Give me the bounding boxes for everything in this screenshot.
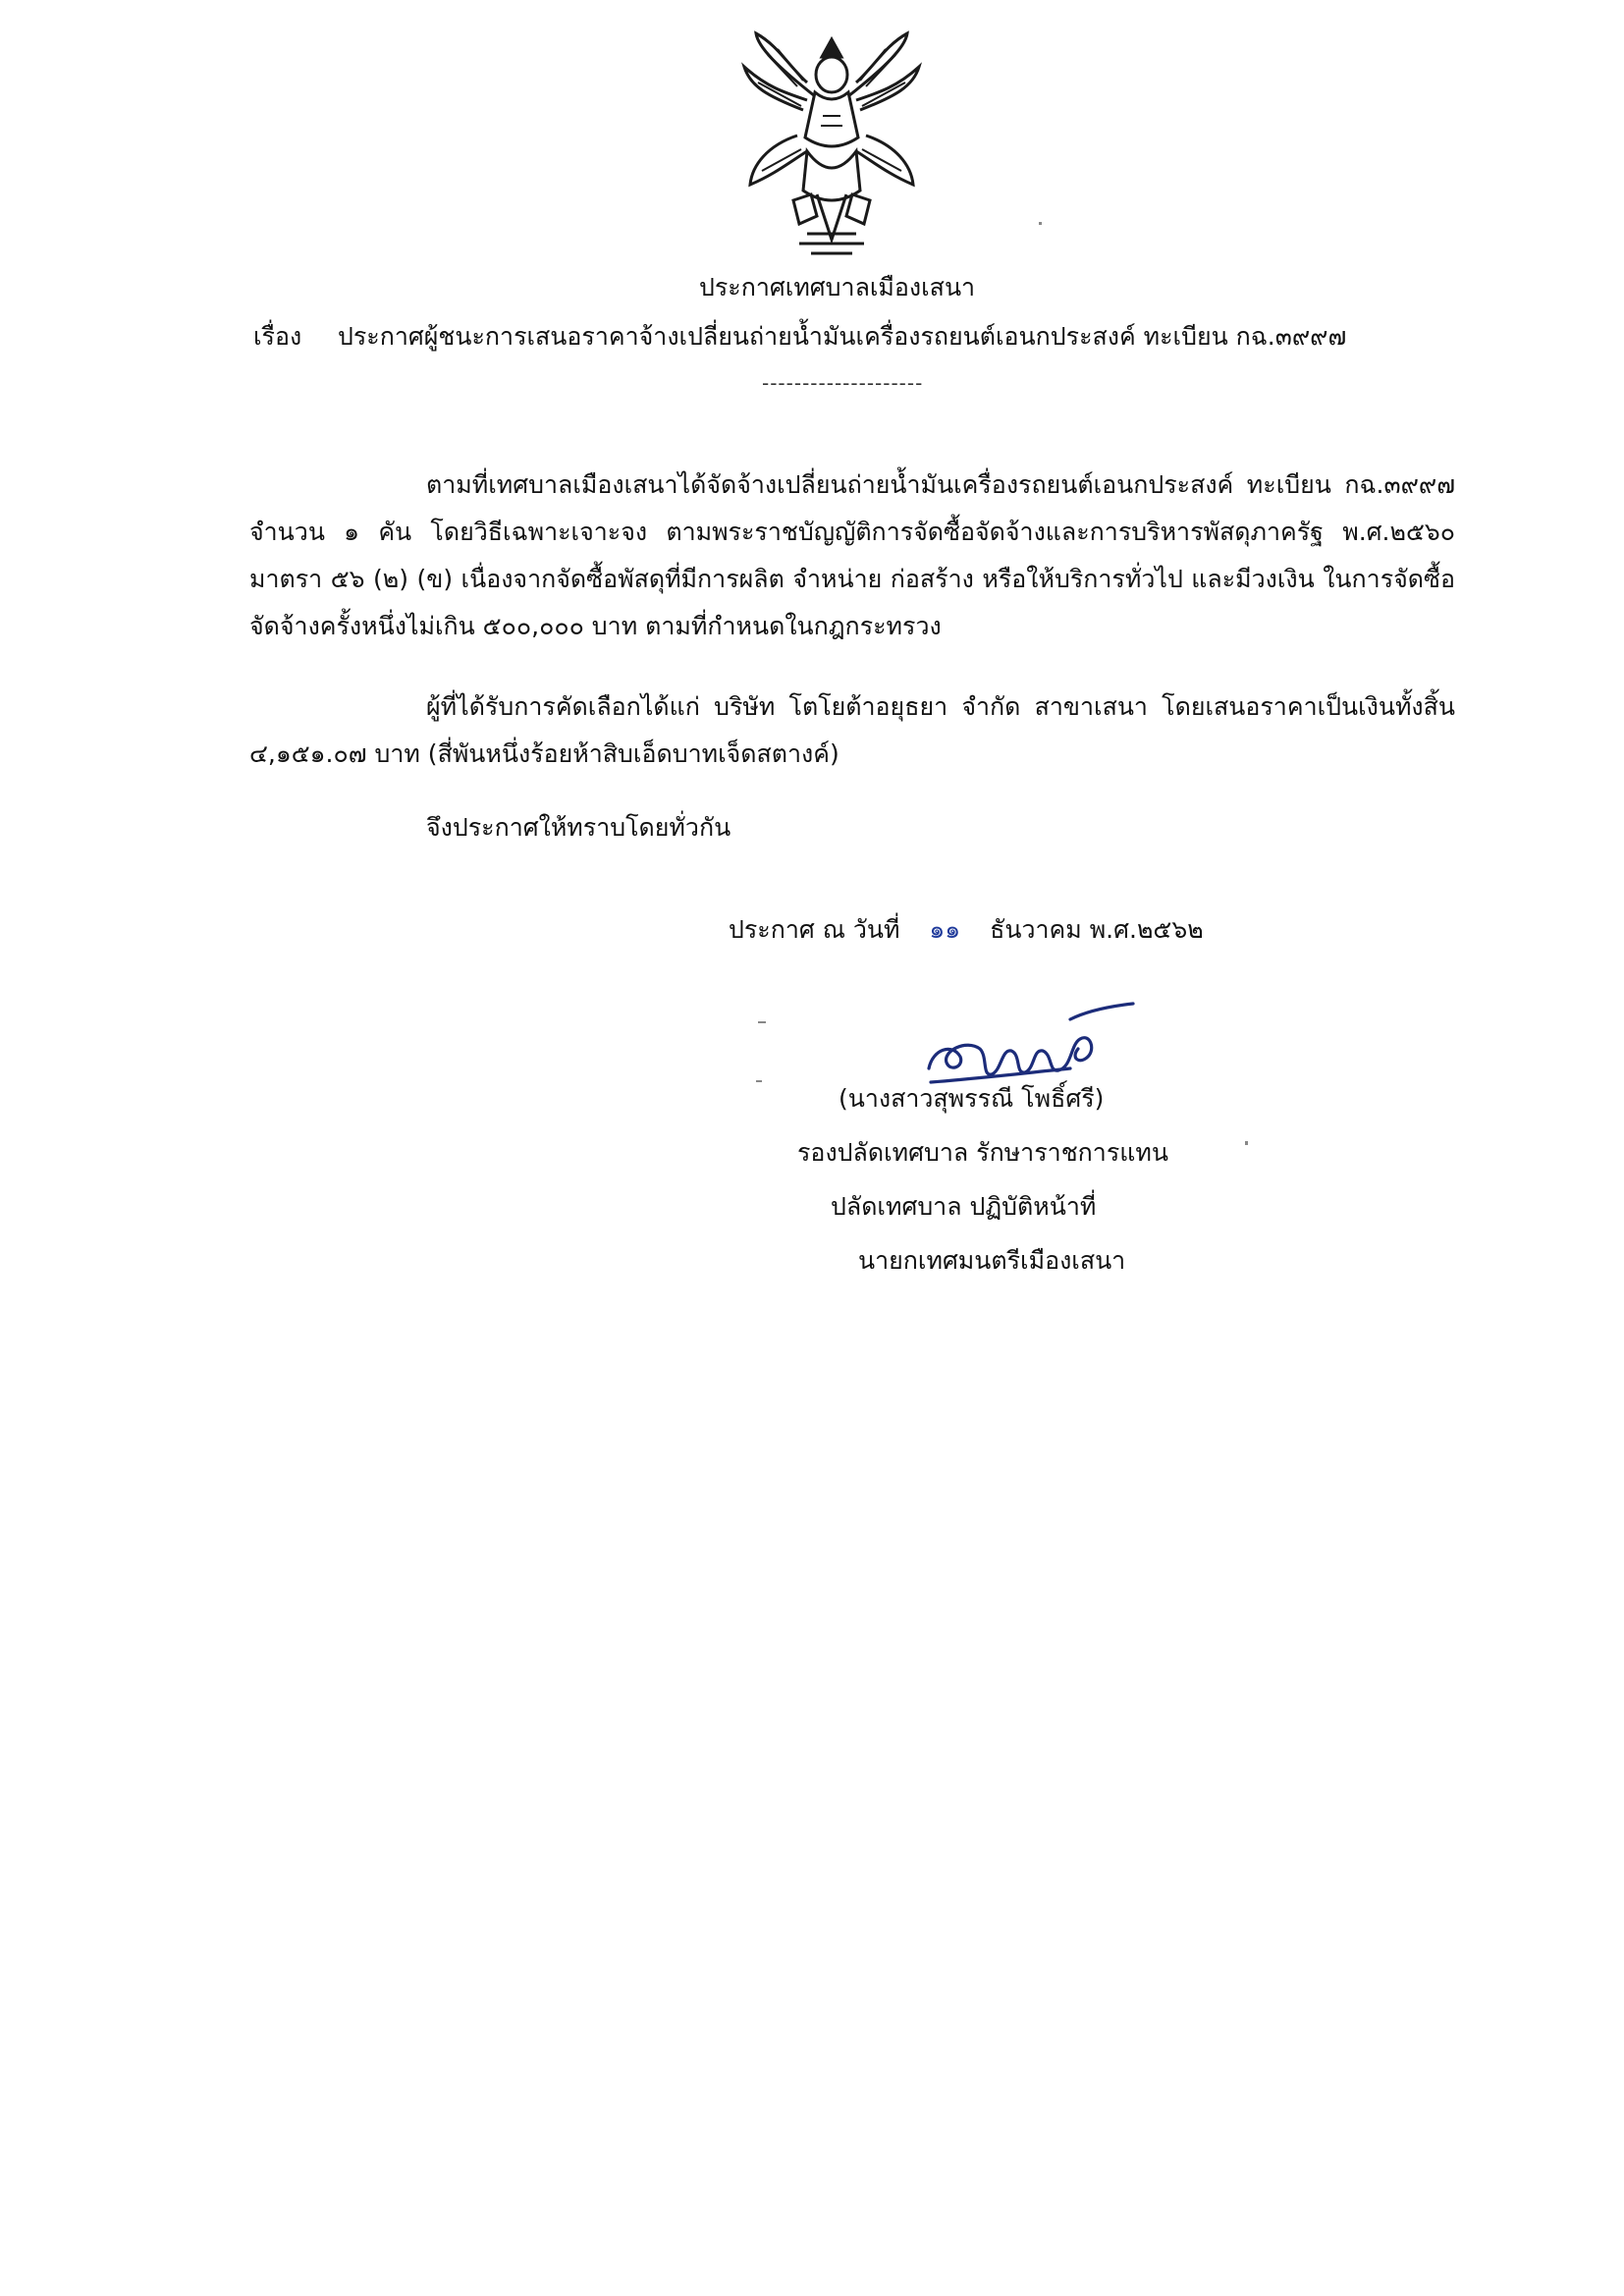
signatory-name: (นางสาวสุพรรณี โพธิ์ศรี) <box>839 1084 1105 1113</box>
paragraph-procurement: ตามที่เทศบาลเมืองเสนาได้จัดจ้างเปลี่ยนถ่ายน้ำมันเครื่องรถยนต์เอนกประสงค์ ทะเบียน กฉ.๓๙๙๗ จำนวน ๑ คัน โดยวิธีเฉพาะเจาะจง ตามพระราชบัญญัติการจัดซื้อจัดจ้างและการบริหารพัสดุภาครัฐ พ.ศ.๒๕๖๐ มาตรา ๕๖ (๒) (ข) เนื่องจากจัดซื้อพัสดุที่มีการผลิต จำหน่าย ก่อสร้าง หรือให้บริการทั่วไป และมีวงเงิน ในการจัดซื้อจัดจ้างครั้งหนึ่งไม่เกิน ๕๐๐,๐๐๐ บาท ตามที่กำหนดในกฎกระทรวง <box>249 470 1455 640</box>
scan-speck <box>1039 222 1042 225</box>
date-month-year: ธันวาคม พ.ศ.๒๕๖๒ <box>990 915 1204 944</box>
paragraph-winner: ผู้ที่ได้รับการคัดเลือกได้แก่ บริษัท โตโยต้าอยุธยา จำกัด สาขาเสนา โดยเสนอราคาเป็นเงินทั้งสิ้น ๔,๑๕๑.๐๗ บาท (สี่พันหนึ่งร้อยห้าสิบเอ็ดบาทเจ็ดสตางค์) <box>249 692 1455 768</box>
date-day: ๑๑ <box>929 915 961 944</box>
subject-line <box>253 320 1471 355</box>
scan-speck <box>756 1080 762 1082</box>
subject-text: ประกาศผู้ชนะการเสนอราคาจ้างเปลี่ยนถ่ายน้ำมันเครื่องรถยนต์เอนกประสงค์ ทะเบียน กฉ.๓๙๙๗ <box>338 322 1347 351</box>
scan-speck <box>758 1021 766 1023</box>
date-line <box>729 913 1204 947</box>
issuer-heading: ประกาศเทศบาลเมืองเสนา <box>699 273 976 301</box>
signatory-position-2: ปลัดเทศบาล ปฏิบัติหน้าที่ <box>831 1192 1097 1221</box>
date-prefix: ประกาศ ณ วันที่ <box>729 915 900 944</box>
paragraph-announcement: จึงประกาศให้ทราบโดยทั่วกัน <box>426 813 731 842</box>
signatory-position-3: นายกเทศมนตรีเมืองเสนา <box>858 1246 1126 1275</box>
divider: -------------------- <box>762 371 924 395</box>
scan-speck <box>1245 1141 1248 1145</box>
subject-label: เรื่อง <box>253 322 302 351</box>
garuda-emblem <box>738 27 925 259</box>
signatory-position-1: รองปลัดเทศบาล รักษาราชการแทน <box>797 1138 1168 1167</box>
